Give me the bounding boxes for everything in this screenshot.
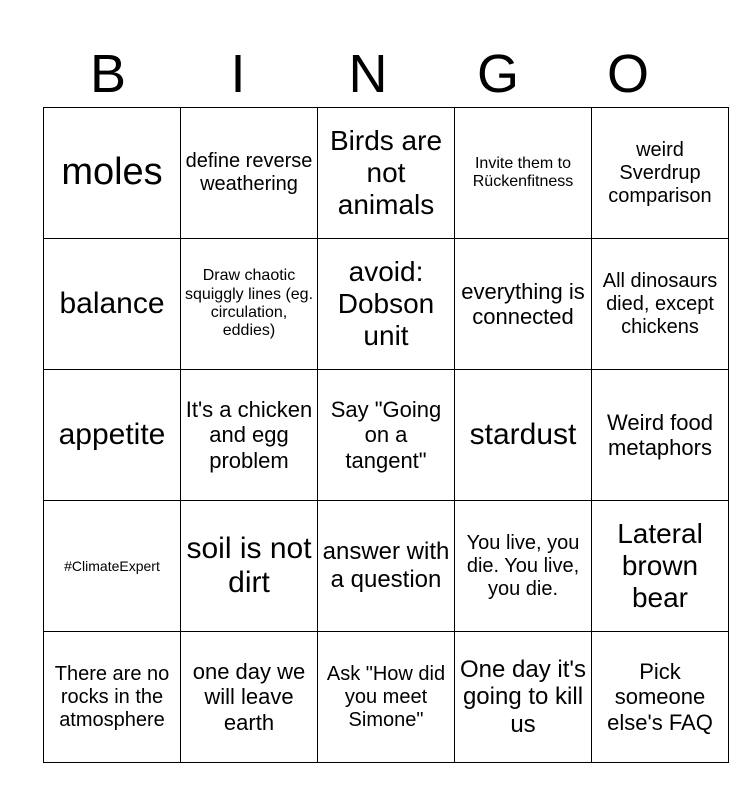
bingo-cell[interactable]: [592, 632, 729, 763]
cell-text: one day we will leave earth: [192, 659, 306, 735]
bingo-cell[interactable]: [318, 370, 455, 501]
cell-text: appetite: [58, 417, 166, 451]
board-row: [44, 632, 729, 763]
cell-text: weird Sverdrup comparison: [608, 138, 712, 207]
bingo-cell[interactable]: [318, 108, 455, 239]
bingo-cell[interactable]: [44, 632, 181, 763]
board-row: [44, 239, 729, 370]
bingo-cell[interactable]: [44, 108, 181, 239]
cell-text: One day it's going to kill us: [460, 655, 586, 738]
board-row: [44, 108, 729, 239]
cell-text: Ask "How did you meet Simone": [326, 662, 446, 731]
bingo-cell[interactable]: [592, 108, 729, 239]
bingo-cell[interactable]: [181, 501, 318, 632]
cell-text: Pick someone else's FAQ: [607, 659, 713, 735]
cell-text: #ClimateExpert: [64, 557, 160, 574]
board-row: [44, 370, 729, 501]
bingo-cell[interactable]: [592, 239, 729, 370]
board-row: [44, 501, 729, 632]
bingo-cell[interactable]: [44, 239, 181, 370]
bingo-cell[interactable]: [318, 239, 455, 370]
bingo-cell[interactable]: [318, 501, 455, 632]
bingo-cell[interactable]: [455, 108, 592, 239]
header-letter-i: I: [230, 44, 246, 104]
cell-text: avoid: Dobson unit: [337, 255, 435, 352]
bingo-cell[interactable]: [44, 370, 181, 501]
bingo-cell[interactable]: [181, 632, 318, 763]
cell-text: define reverse weathering: [185, 150, 313, 195]
header-letter-g: G: [476, 44, 519, 104]
bingo-cell[interactable]: [455, 239, 592, 370]
cell-text: There are no rocks in the atmosphere: [54, 662, 170, 731]
header-letter-b: B: [89, 44, 127, 104]
cell-text: Draw chaotic squiggly lines (eg. circulation, eddies): [184, 267, 314, 340]
cell-text: everything is connected: [461, 278, 585, 329]
bingo-cell[interactable]: [455, 632, 592, 763]
bingo-cell[interactable]: [592, 370, 729, 501]
bingo-cell[interactable]: [455, 370, 592, 501]
cell-text: balance: [59, 286, 165, 320]
bingo-header: [43, 40, 693, 108]
bingo-cell[interactable]: [318, 632, 455, 763]
cell-text: Lateral brown bear: [617, 517, 703, 614]
bingo-cell[interactable]: [181, 108, 318, 239]
cell-text: moles: [61, 151, 163, 194]
bingo-cell[interactable]: [592, 501, 729, 632]
bingo-cell[interactable]: [44, 501, 181, 632]
bingo-board: [43, 107, 729, 763]
cell-text: Weird food metaphors: [607, 409, 713, 460]
cell-text: stardust: [469, 417, 577, 451]
cell-text: answer with a question: [322, 538, 450, 593]
cell-text: Birds are not animals: [329, 124, 443, 221]
cell-text: All dinosaurs died, except chickens: [602, 269, 718, 338]
cell-text: You live, you die. You live, you die.: [466, 531, 580, 600]
header-letter-o: O: [606, 44, 649, 104]
cell-text: Invite them to Rückenfitness: [472, 154, 574, 190]
bingo-cell[interactable]: [455, 501, 592, 632]
cell-text: Say "Going on a tangent": [330, 397, 442, 473]
cell-text: soil is not dirt: [186, 531, 312, 599]
bingo-cell[interactable]: [181, 370, 318, 501]
header-letter-n: N: [348, 44, 388, 104]
bingo-cell[interactable]: [181, 239, 318, 370]
cell-text: It's a chicken and egg problem: [185, 397, 313, 473]
